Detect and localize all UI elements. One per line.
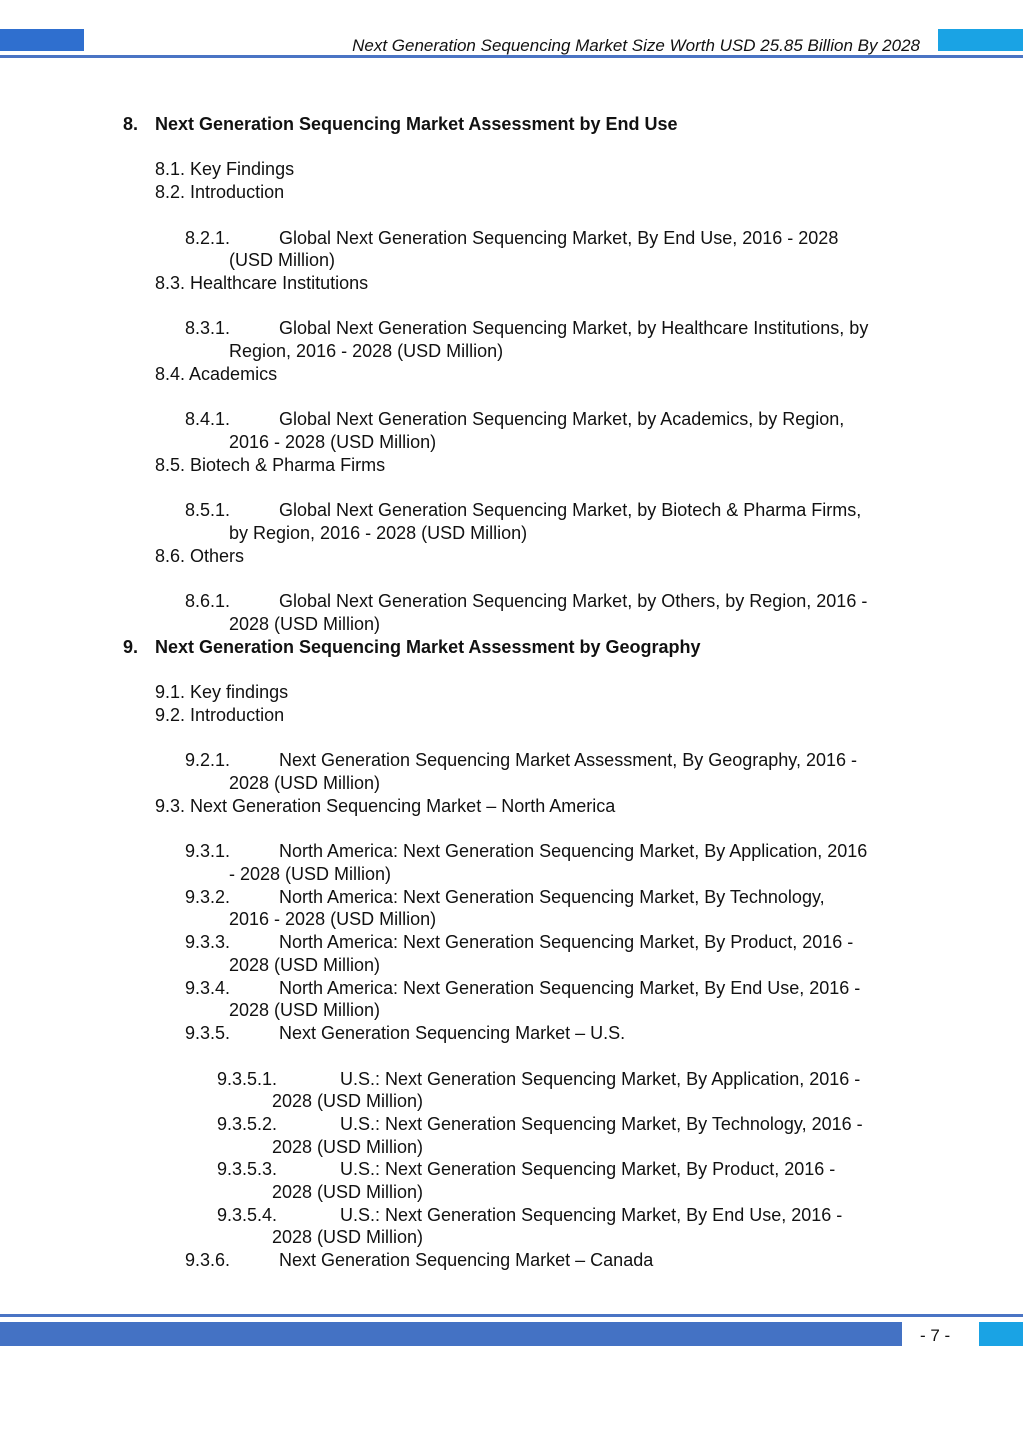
header-rule [0, 55, 1023, 58]
footer-bar [0, 1322, 902, 1346]
toc-entry: Global Next Generation Sequencing Market, by Academics, by Region, [279, 409, 845, 429]
footer-rule [0, 1314, 1023, 1317]
header-title: Next Generation Sequencing Market Size Worth USD 25.85 Billion By 2028 [352, 36, 920, 55]
toc-number: 9. [123, 637, 139, 657]
toc-entry: North America: Next Generation Sequencing Market, By Application, 2016 [279, 841, 868, 861]
toc-entry-cont: (USD Million) [229, 250, 336, 270]
toc-entry-cont: by Region, 2016 - 2028 (USD Million) [229, 523, 528, 543]
toc-number: 9.2.1. [185, 750, 231, 770]
toc-entry-cont: 2016 - 2028 (USD Million) [229, 909, 437, 929]
toc-number: 8.4.1. [185, 409, 231, 429]
toc-entry: 9.1. Key findings [155, 682, 289, 702]
toc-entry: U.S.: Next Generation Sequencing Market, By Application, 2016 - [340, 1069, 861, 1089]
toc-entry: U.S.: Next Generation Sequencing Market, By End Use, 2016 - [340, 1205, 843, 1225]
toc-entry-cont: 2028 (USD Million) [229, 773, 381, 793]
toc-entry-cont: 2028 (USD Million) [272, 1182, 424, 1202]
toc-entry-cont: 2016 - 2028 (USD Million) [229, 432, 437, 452]
toc-number: 9.3.3. [185, 932, 231, 952]
header-left-accent [0, 29, 84, 51]
toc-entry: 8.5. Biotech & Pharma Firms [155, 455, 386, 475]
toc-entry: Next Generation Sequencing Market – U.S. [279, 1023, 626, 1043]
toc-number: 9.3.5.2. [217, 1114, 278, 1134]
page-number: - 7 - [920, 1326, 951, 1345]
toc-entry-cont: 2028 (USD Million) [229, 955, 381, 975]
toc-entry: 8.2. Introduction [155, 182, 285, 202]
toc-entry: North America: Next Generation Sequencing Market, By Technology, [279, 887, 825, 907]
toc-number: 9.3.5.3. [217, 1159, 278, 1179]
toc-entry-cont: 2028 (USD Million) [272, 1137, 424, 1157]
toc-entry-cont: 2028 (USD Million) [229, 614, 381, 634]
toc-number: 9.3.5.1. [217, 1069, 278, 1089]
toc-entry-cont: 2028 (USD Million) [272, 1091, 424, 1111]
toc-entry: Global Next Generation Sequencing Market, by Biotech & Pharma Firms, [279, 500, 862, 520]
toc-number: 9.3.5.4. [217, 1205, 278, 1225]
toc-entry: U.S.: Next Generation Sequencing Market, By Product, 2016 - [340, 1159, 836, 1179]
toc-entry-cont: Region, 2016 - 2028 (USD Million) [229, 341, 504, 361]
toc-heading: Next Generation Sequencing Market Assessment by End Use [155, 114, 678, 134]
toc-number: 9.3.2. [185, 887, 231, 907]
toc-entry: U.S.: Next Generation Sequencing Market, By Technology, 2016 - [340, 1114, 863, 1134]
toc-number: 9.3.4. [185, 978, 231, 998]
toc-entry-cont: 2028 (USD Million) [229, 1000, 381, 1020]
footer-right-accent [979, 1322, 1023, 1346]
toc-entry: 8.3. Healthcare Institutions [155, 273, 369, 293]
toc-entry: 8.4. Academics [155, 364, 278, 384]
toc-entry: Global Next Generation Sequencing Market, by Others, by Region, 2016 - [279, 591, 868, 611]
toc-number: 8.2.1. [185, 228, 231, 248]
toc-entry: North America: Next Generation Sequencing Market, By Product, 2016 - [279, 932, 854, 952]
toc-number: 8.6.1. [185, 591, 231, 611]
toc-number: 9.3.5. [185, 1023, 231, 1043]
toc-entry: Global Next Generation Sequencing Market, By End Use, 2016 - 2028 [279, 228, 839, 248]
header-right-accent [938, 29, 1023, 51]
toc-entry: Next Generation Sequencing Market Assessment, By Geography, 2016 - [279, 750, 857, 770]
toc-entry: 8.6. Others [155, 546, 245, 566]
toc-number: 9.3.6. [185, 1250, 231, 1270]
toc-number: 8.5.1. [185, 500, 231, 520]
toc-entry: North America: Next Generation Sequencing Market, By End Use, 2016 - [279, 978, 861, 998]
toc-entry-cont: - 2028 (USD Million) [229, 864, 392, 884]
toc-entry: Global Next Generation Sequencing Market, by Healthcare Institutions, by [279, 318, 869, 338]
toc-heading: Next Generation Sequencing Market Assessment by Geography [155, 637, 701, 657]
toc-entry: Next Generation Sequencing Market – Canada [279, 1250, 654, 1270]
toc-number: 8. [123, 114, 139, 134]
toc-entry: 9.2. Introduction [155, 705, 285, 725]
toc-entry: 8.1. Key Findings [155, 159, 295, 179]
toc-number: 9.3.1. [185, 841, 231, 861]
toc-entry: 9.3. Next Generation Sequencing Market – North America [155, 796, 616, 816]
toc-number: 8.3.1. [185, 318, 231, 338]
toc-entry-cont: 2028 (USD Million) [272, 1227, 424, 1247]
